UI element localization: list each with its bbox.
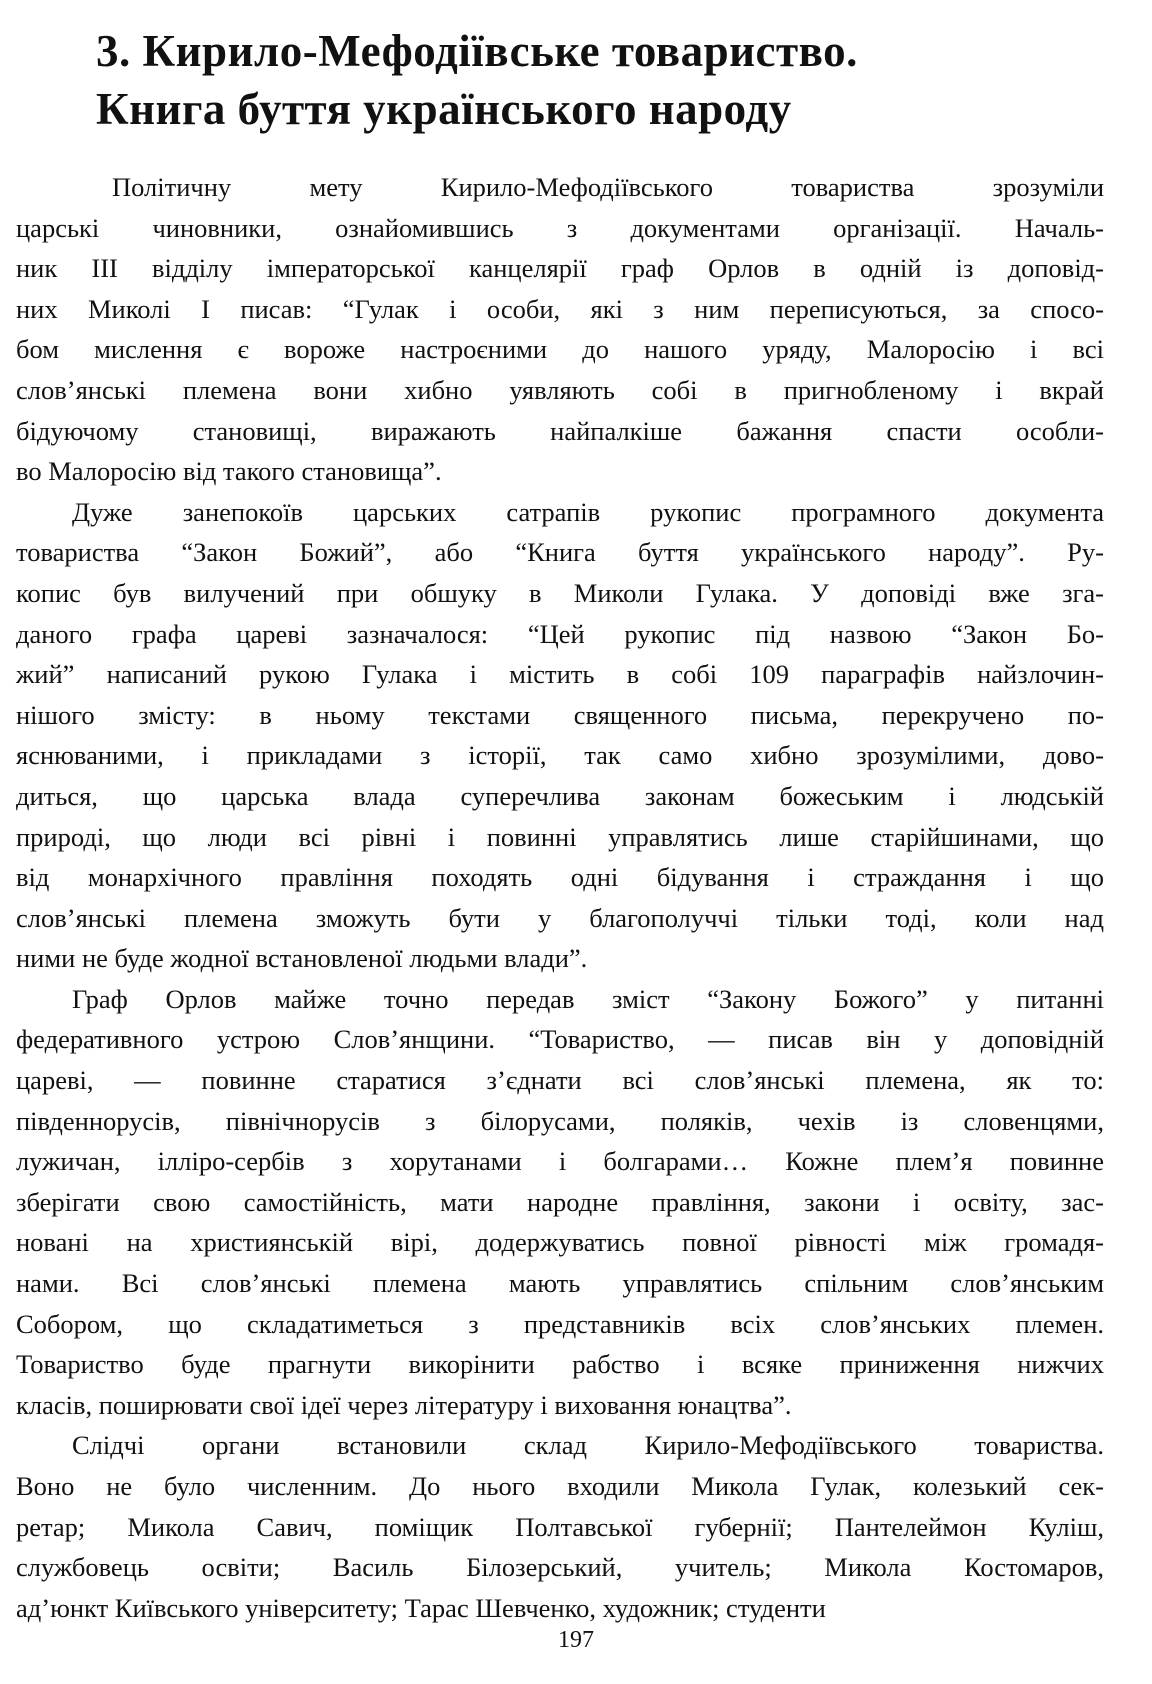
text-line: слов’янські племена зможуть бути у благополуччі тільки тоді, коли над: [16, 902, 1104, 933]
text-line: новані на християнській вірі, додержуватись повної рівності між громадя-: [16, 1227, 1104, 1258]
text-line: яснюваними, і прикладами з історії, так само хибно зрозумілими, дово-: [16, 740, 1104, 771]
text-line: товариства “Закон Божий”, або “Книга буття українського народу”. Ру-: [16, 537, 1104, 568]
paragraph: [16, 167, 1104, 492]
text-line: службовець освіти; Василь Білозерський, учитель; Микола Костомаров,: [16, 1552, 1104, 1583]
paragraph: [16, 1425, 1104, 1628]
text-line: Слідчі органи встановили склад Кирило-Мефодіївського товариства.: [72, 1430, 1104, 1461]
text-line: класів, поширювати свої ідеї через літературу і виховання юнацтва”.: [16, 1389, 792, 1420]
text-line: Політичну мету Кирило-Мефодіївського товариства зрозуміли: [112, 172, 1104, 202]
text-line: зберігати свою самостійність, мати народне правління, закони і освіту, зас-: [16, 1186, 1104, 1217]
text-line: нішого змісту: в ньому текстами священного письма, перекручено по-: [16, 699, 1104, 730]
text-line: ними не буде жодної встановленої людьми влади”.: [16, 943, 588, 974]
text-line: царські чиновники, ознайомившись з документами організації. Началь-: [16, 212, 1104, 243]
text-line: ник III відділу імператорської канцелярії граф Орлов в одній із доповід-: [16, 253, 1104, 284]
text-line: цареві, — повинне старатися з’єднати всі слов’янські племена, як то:: [16, 1065, 1104, 1096]
text-line: копис був вилучений при обшуку в Миколи Гулака. У доповіді вже зга-: [16, 577, 1104, 608]
text-line: нами. Всі слов’янські племена мають управлятись спільним слов’янським: [16, 1268, 1104, 1299]
text-line: Воно не було численним. До нього входили Микола Гулак, колезький сек-: [16, 1471, 1104, 1501]
section-title: [96, 22, 1096, 138]
text-line: федеративного устрою Слов’янщини. “Товариство, — писав він у доповідній: [16, 1024, 1104, 1055]
section-title-line-2: Книга буття українського народу: [96, 84, 792, 134]
text-line: даного графа цареві зазначалося: “Цей рукопис під назвою “Закон Бо-: [16, 618, 1104, 649]
text-line: Товариство буде прагнути викорінити рабство і всяке приниження нижчих: [16, 1349, 1104, 1380]
text-line: бом мислення є вороже настроєними до нашого уряду, Малоросію і всі: [16, 334, 1104, 365]
text-line: во Малоросію від такого становища”.: [16, 456, 442, 487]
text-line: бідуючому становищі, виражають найпалкіше бажання спасти особли-: [16, 415, 1104, 446]
paragraph: [16, 979, 1104, 1426]
text-line: Дуже занепокоїв царських сатрапів рукопис програмного документа: [72, 496, 1104, 527]
body-text: [16, 167, 1104, 1628]
page-number: 197: [558, 1627, 594, 1653]
text-line: Собором, що складатиметься з представників всіх слов’янських племен.: [16, 1308, 1104, 1339]
text-line: лужичан, ілліро-сербів з хорутанами і болгарами… Кожне плем’я повинне: [16, 1146, 1104, 1177]
text-line: південнорусів, північнорусів з білорусами, поляків, чехів із словенцями,: [16, 1105, 1104, 1136]
text-line: природі, що люди всі рівні і повинні управлятись лише старійшинами, що: [16, 821, 1104, 852]
text-line: слов’янські племена вони хибно уявляють собі в пригнобленому і вкрай: [16, 374, 1104, 405]
text-line: ад’юнкт Київського університету; Тарас Шевченко, художник; студенти: [16, 1592, 826, 1623]
text-line: ретар; Микола Савич, поміщик Полтавської губернії; Пантелеймон Куліш,: [16, 1511, 1104, 1542]
section-title-line-1: 3. Кирило-Мефодіївське товариство.: [96, 26, 858, 76]
text-line: них Миколі I писав: “Гулак і особи, які з ним переписуються, за спосо-: [16, 293, 1104, 324]
paragraph: [16, 492, 1104, 979]
text-line: Граф Орлов майже точно передав зміст “Закону Божого” у питанні: [72, 983, 1104, 1014]
text-line: диться, що царська влада суперечлива законам божеським і людській: [16, 780, 1104, 811]
text-line: жий” написаний рукою Гулака і містить в собі 109 параграфів найзлочин-: [16, 659, 1104, 690]
text-line: від монархічного правління походять одні бідування і страждання і що: [16, 862, 1104, 893]
